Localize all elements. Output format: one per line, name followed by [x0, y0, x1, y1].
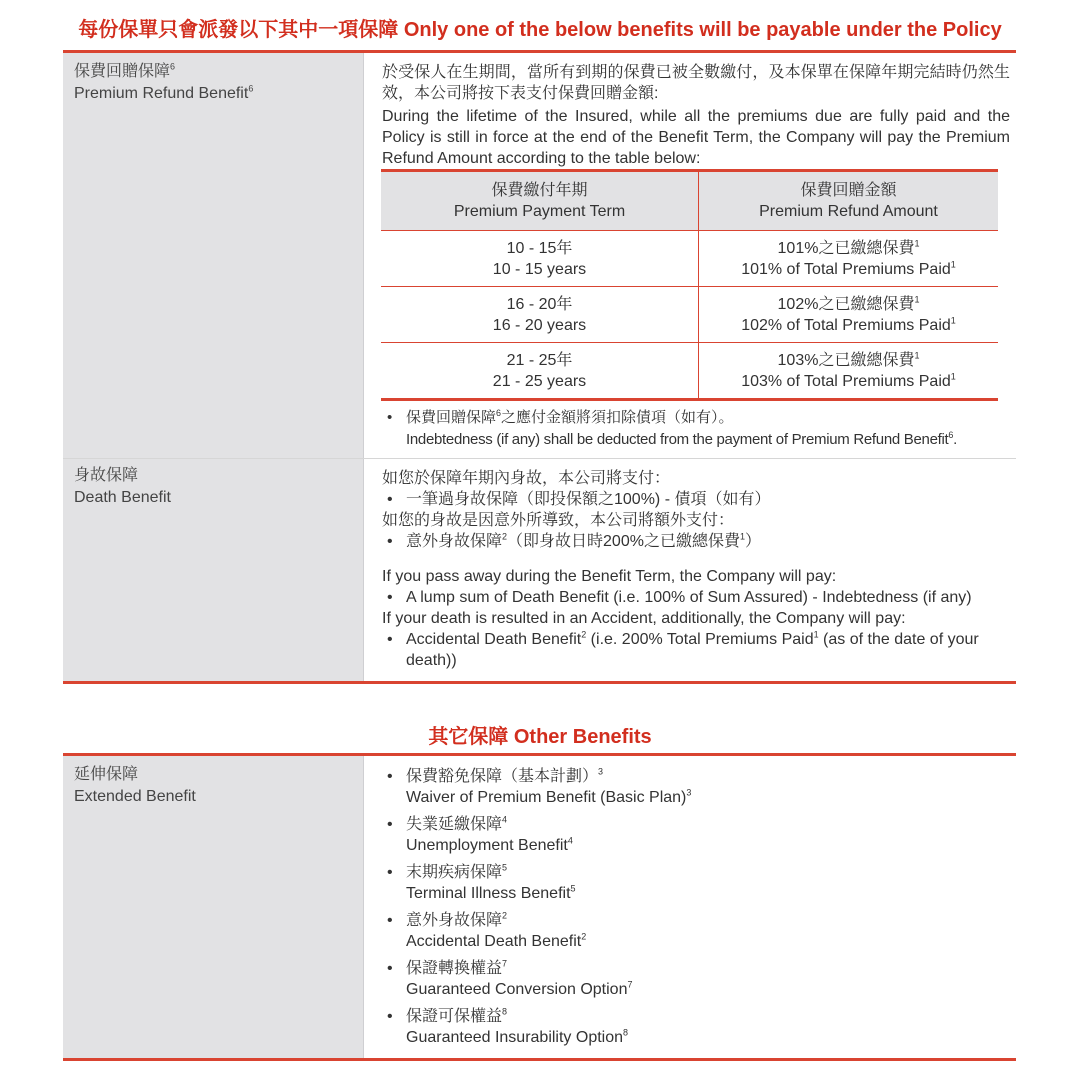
- death-benefit-content: [382, 468, 1016, 671]
- death-benefit-zh-line2: 如您的身故是因意外所導致，本公司將額外支付：: [382, 512, 735, 529]
- table-cell-term: 21 - 25年 21 - 25 years: [381, 343, 699, 400]
- section-end-divider: [63, 681, 1016, 684]
- table-header-row: [381, 171, 998, 231]
- list-item: • 保證轉換權益$^7$ Guaranteed Conversion Option$^7$: [382, 958, 1016, 1000]
- premium-refund-intro-en: During the lifetime of the Insured, while all the premiums due are fully paid and the Policy is still in force at the end of the Benefit Term, the Company will pay the Premium Refund Amount according to the table below:: [382, 108, 1010, 167]
- label-column: [63, 53, 364, 681]
- list-item: • 保費豁免保障（基本計劃）$^3$ Waiver of Premium Benefit (Basic Plan)$^3$: [382, 766, 1016, 808]
- table-row: [381, 231, 998, 287]
- list-item: • 末期疾病保障$^5$ Terminal Illness Benefit$^5$: [382, 862, 1016, 904]
- other-benefits-panel: [63, 756, 1016, 1058]
- label-column: [63, 756, 364, 1058]
- death-benefit-zh-bullet2: • 意外身故保障$^2$（即身故日時200%之已繳總保費$^1$）: [382, 531, 1016, 552]
- extended-benefit-list: [382, 766, 1016, 1048]
- death-benefit-en-bullet2: • Accidental Death Benefit$^2$ (i.e. 200% Total Premiums Paid$^1$ (as of the date of your death)): [382, 629, 1016, 671]
- table-cell-amount: 101%之已繳總保費$^1$ 101% of Total Premiums Paid$^1$: [699, 231, 999, 287]
- premium-refund-note: • 保費回贈保障$^6$之應付金額將須扣除債項（如有）。 Indebtedness (if any) shall be deducted from the payment of Premium Refund Benefit$^6$.: [382, 407, 1040, 451]
- other-benefits-title: 其它保障 Other Benefits: [428, 726, 652, 748]
- death-benefit-en-line1: If you pass away during the Benefit Term, the Company will pay:: [382, 568, 837, 585]
- table-cell-term: 16 - 20年 16 - 20 years: [381, 287, 699, 343]
- death-benefit-en-bullet1: • A lump sum of Death Benefit (i.e. 100% of Sum Assured) - Indebtedness (if any): [382, 587, 1016, 608]
- table-row: [381, 287, 998, 343]
- table-header-amount: 保費回贈金額 Premium Refund Amount: [699, 171, 999, 231]
- table-cell-amount: 103%之已繳總保費$^1$ 103% of Total Premiums Paid$^1$: [699, 343, 999, 400]
- list-item: • 意外身故保障$^2$ Accidental Death Benefit$^2$: [382, 910, 1016, 952]
- table-cell-amount: 102%之已繳總保費$^1$ 102% of Total Premiums Paid$^1$: [699, 287, 999, 343]
- table-row: [381, 343, 998, 400]
- list-item: • 失業延繳保障$^4$ Unemployment Benefit$^4$: [382, 814, 1016, 856]
- premium-refund-intro-zh: 於受保人在生期間，當所有到期的保費已被全數繳付，及本保單在保障年期完結時仍然生效，本公司將按下表支付保費回贈金額:: [382, 64, 1010, 102]
- death-benefit-label: 身故保障 Death Benefit: [74, 467, 171, 506]
- death-benefit-en-line2: If your death is resulted in an Accident, additionally, the Company will pay:: [382, 610, 906, 627]
- list-item: • 保證可保權益$^8$ Guaranteed Insurability Option$^8$: [382, 1006, 1016, 1048]
- extended-benefit-label: 延伸保障 Extended Benefit: [74, 766, 196, 805]
- death-benefit-zh-line1: 如您於保障年期內身故，本公司將支付：: [382, 470, 671, 487]
- main-benefits-panel: [63, 53, 1016, 681]
- page-end-divider: [63, 1058, 1016, 1061]
- death-benefit-zh-bullet1: • 一筆過身故保障（即投保額之100%) - 債項（如有）: [382, 489, 1016, 510]
- page-title: 每份保單只會派發以下其中一項保障 Only one of the below benefits will be payable under the Policy: [78, 19, 1002, 41]
- table-header-term: 保費繳付年期 Premium Payment Term: [381, 171, 699, 231]
- table-cell-term: 10 - 15年 10 - 15 years: [381, 231, 699, 287]
- premium-refund-table: [381, 169, 998, 401]
- premium-refund-label: 保費回贈保障$^6$ Premium Refund Benefit$^6$: [74, 61, 254, 102]
